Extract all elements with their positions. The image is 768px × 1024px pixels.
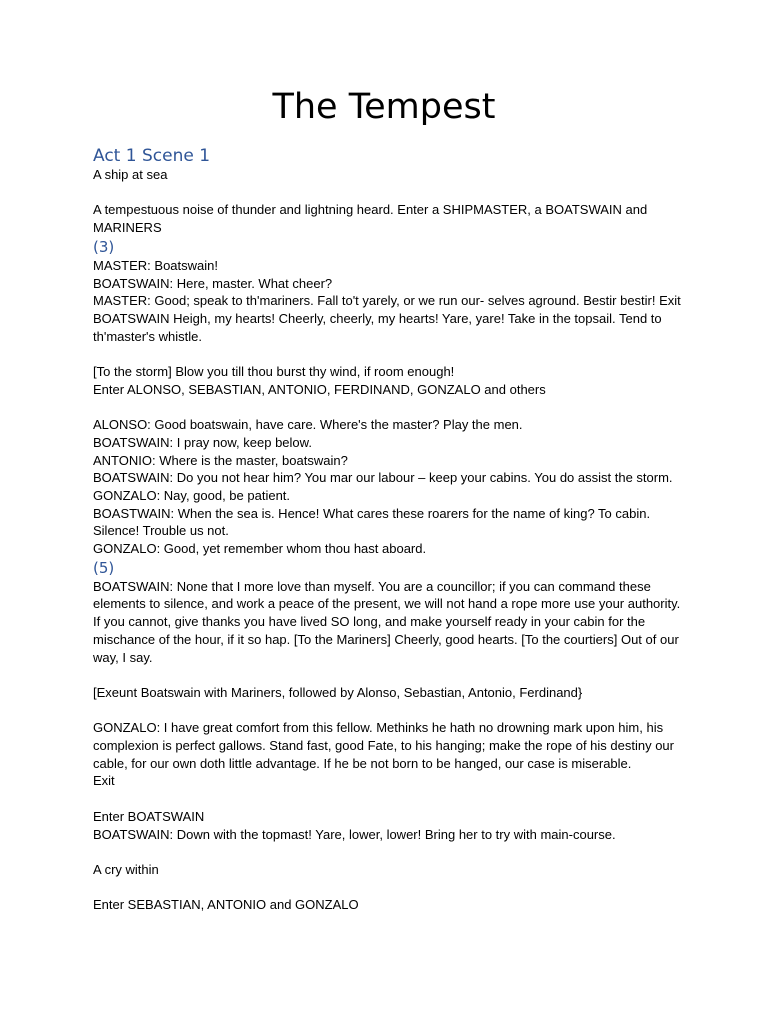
section-marker: (5)	[93, 558, 115, 577]
dialogue-line: MASTER: Good; speak to th'mariners. Fall to't yarely, or we run our- selves aground. Bestir bestir! Exit	[93, 293, 681, 309]
section-marker: (3)	[93, 237, 115, 256]
stage-direction: A tempestuous noise of thunder and lightning heard. Enter a SHIPMASTER, a BOATSWAIN and MARINERS	[93, 202, 648, 236]
stage-direction: [Exeunt Boatswain with Mariners, followed by Alonso, Sebastian, Antonio, Ferdinand}	[93, 684, 583, 700]
blank-line	[93, 345, 683, 363]
stage-direction: Enter BOATSWAIN	[93, 808, 205, 824]
dialogue-line: BOATSWAIN: Do you not hear him? You mar our labour – keep your cabins. You do assist the storm.	[93, 470, 673, 486]
blank-line	[93, 879, 683, 897]
blank-line	[93, 843, 683, 861]
dialogue-line: BOATSWAIN: Down with the topmast! Yare, lower, lower! Bring her to try with main-course.	[93, 826, 616, 842]
script-body	[93, 166, 683, 914]
blank-line	[93, 702, 683, 720]
dialogue-line: [To the storm] Blow you till thou burst thy wind, if room enough!	[93, 364, 455, 379]
dialogue-line: BOATSWAIN: I pray now, keep below.	[93, 434, 312, 450]
dialogue-line: BOATSWAIN Heigh, my hearts! Cheerly, cheerly, my hearts! Yare, yare! Take in the topsail. Tend to th'master's whistle.	[93, 310, 662, 344]
blank-line	[93, 790, 683, 808]
blank-line	[93, 184, 683, 202]
dialogue-line: GONZALO: Nay, good, be patient.	[93, 487, 291, 503]
stage-direction: A cry within	[93, 861, 159, 877]
dialogue-line: ALONSO: Good boatswain, have care. Where's the master? Play the men.	[93, 417, 523, 433]
dialogue-line: BOATSWAIN: Here, master. What cheer?	[93, 275, 333, 291]
stage-direction: Enter SEBASTIAN, ANTONIO and GONZALO	[93, 897, 359, 913]
stage-direction: Exit	[93, 773, 115, 789]
blank-line	[93, 666, 683, 684]
stage-direction: Enter ALONSO, SEBASTIAN, ANTONIO, FERDINAND, GONZALO and others	[93, 381, 546, 397]
dialogue-line: GONZALO: Good, yet remember whom thou hast aboard.	[93, 541, 427, 557]
dialogue-line: BOASTWAIN: When the sea is. Hence! What cares these roarers for the name of king? To cabin. Silence! Trouble us not.	[93, 505, 651, 539]
stage-direction: A ship at sea	[93, 167, 168, 182]
dialogue-line: ANTONIO: Where is the master, boatswain?	[93, 452, 348, 468]
scene-heading: Act 1 Scene 1	[93, 146, 211, 166]
dialogue-line: BOATSWAIN: None that I more love than myself. You are a councillor; if you can command these elements to silence, and work a peace of the present, we will not hand a rope more use your authority. If you cannot, give thanks you have lived SO long, and make yourself ready in your cabin for the mischance of the hour, if it so hap. [To the Mariners] Cheerly, good hearts. [To the courtiers] Out of our way, I say.	[93, 578, 681, 665]
document-title: The Tempest	[272, 87, 496, 127]
blank-line	[93, 398, 683, 416]
dialogue-line: GONZALO: I have great comfort from this fellow. Methinks he hath no drowning mark upon him, his complexion is perfect gallows. Stand fast, good Fate, to his hanging; make the rope of his destiny our cable, for our own doth little advantage. If he be not born to be hanged, our case is miserable.	[93, 720, 674, 771]
dialogue-line: MASTER: Boatswain!	[93, 257, 218, 273]
